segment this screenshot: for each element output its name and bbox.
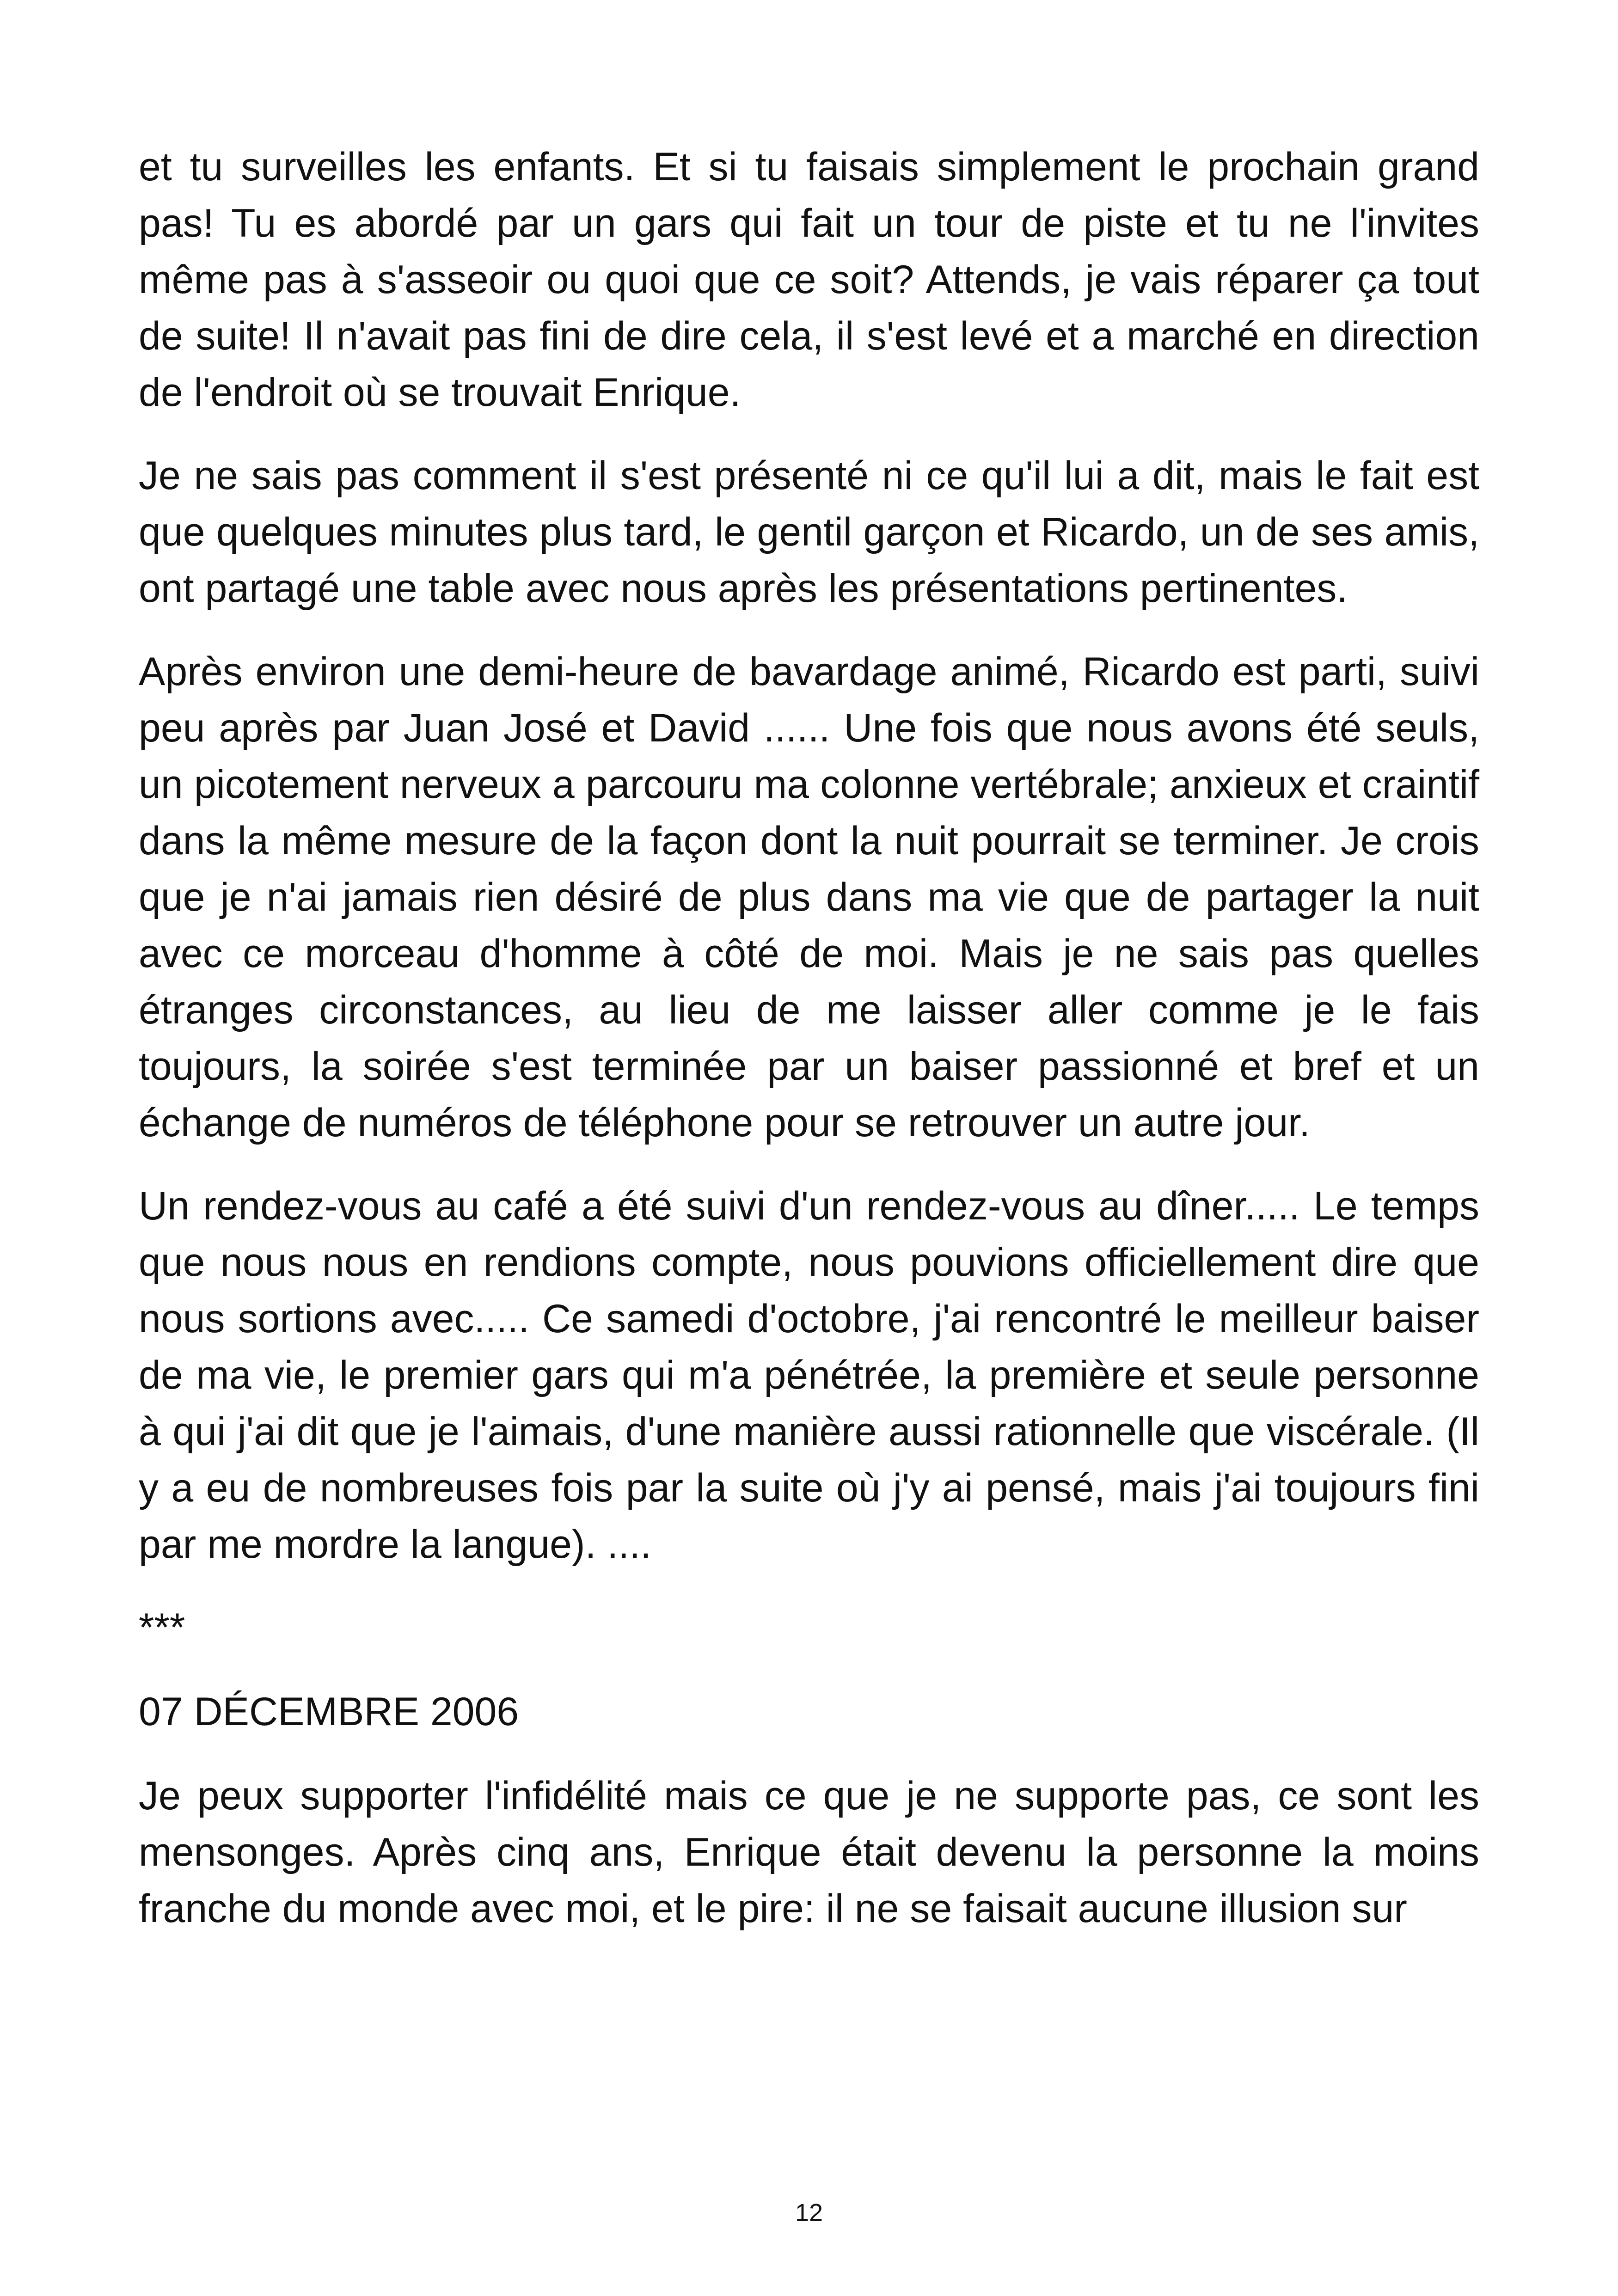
paragraph-1: et tu surveilles les enfants. Et si tu faisais simplement le prochain grand pas! Tu es abordé par un gars qui fait un tour de piste et tu ne l'invites même pas à s'asseoir ou quoi que ce soit? Attends, je vais réparer ça tout de suite! Il n'avait pas fini de dire cela, il s'est levé et a marché en direction de l'endroit où se trouvait Enrique. xyxy=(139,145,1479,415)
page-body xyxy=(139,139,1479,1964)
paragraph-3: Après environ une demi-heure de bavardage animé, Ricardo est parti, suivi peu après par Juan José et David ...... Une fois que nous avons été seuls, un picotement nerveux a parcouru ma colonne vertébrale; anxieux et craintif dans la même mesure de la façon dont la nuit pourrait se terminer. Je crois que je n'ai jamais rien désiré de plus dans ma vie que de partager la nuit avec ce morceau d'homme à côté de moi. Mais je ne sais pas quelles étranges circonstances, au lieu de me laisser aller comme je le fais toujours, la soirée s'est terminée par un baiser passionné et bref et un échange de numéros de téléphone pour se retrouver un autre jour. xyxy=(139,649,1479,1145)
date-heading: 07 DÉCEMBRE 2006 xyxy=(139,1690,519,1734)
closing-paragraph: Je peux supporter l'infidélité mais ce que je ne supporte pas, ce sont les mensonges. Après cinq ans, Enrique était devenu la personne la moins franche du monde avec moi, et le pire: il ne se faisait aucune illusion sur xyxy=(139,1774,1479,1931)
page-number: 12 xyxy=(795,2199,823,2227)
section-separator: *** xyxy=(139,1605,185,1650)
paragraph-2: Je ne sais pas comment il s'est présenté ni ce qu'il lui a dit, mais le fait est que quelques minutes plus tard, le gentil garçon et Ricardo, un de ses amis, ont partagé une table avec nous après les présentations pertinentes. xyxy=(139,453,1479,611)
paragraph-4: Un rendez-vous au café a été suivi d'un rendez-vous au dîner..... Le temps que nous nous en rendions compte, nous pouvions officiellement dire que nous sortions avec..... Ce samedi d'octobre, j'ai rencontré le meilleur baiser de ma vie, le premier gars qui m'a pénétrée, la première et seule personne à qui j'ai dit que je l'aimais, d'une manière aussi rationnelle que viscérale. (Il y a eu de nombreuses fois par la suite où j'y ai pensé, mais j'ai toujours fini par me mordre la langue). .... xyxy=(139,1184,1479,1567)
